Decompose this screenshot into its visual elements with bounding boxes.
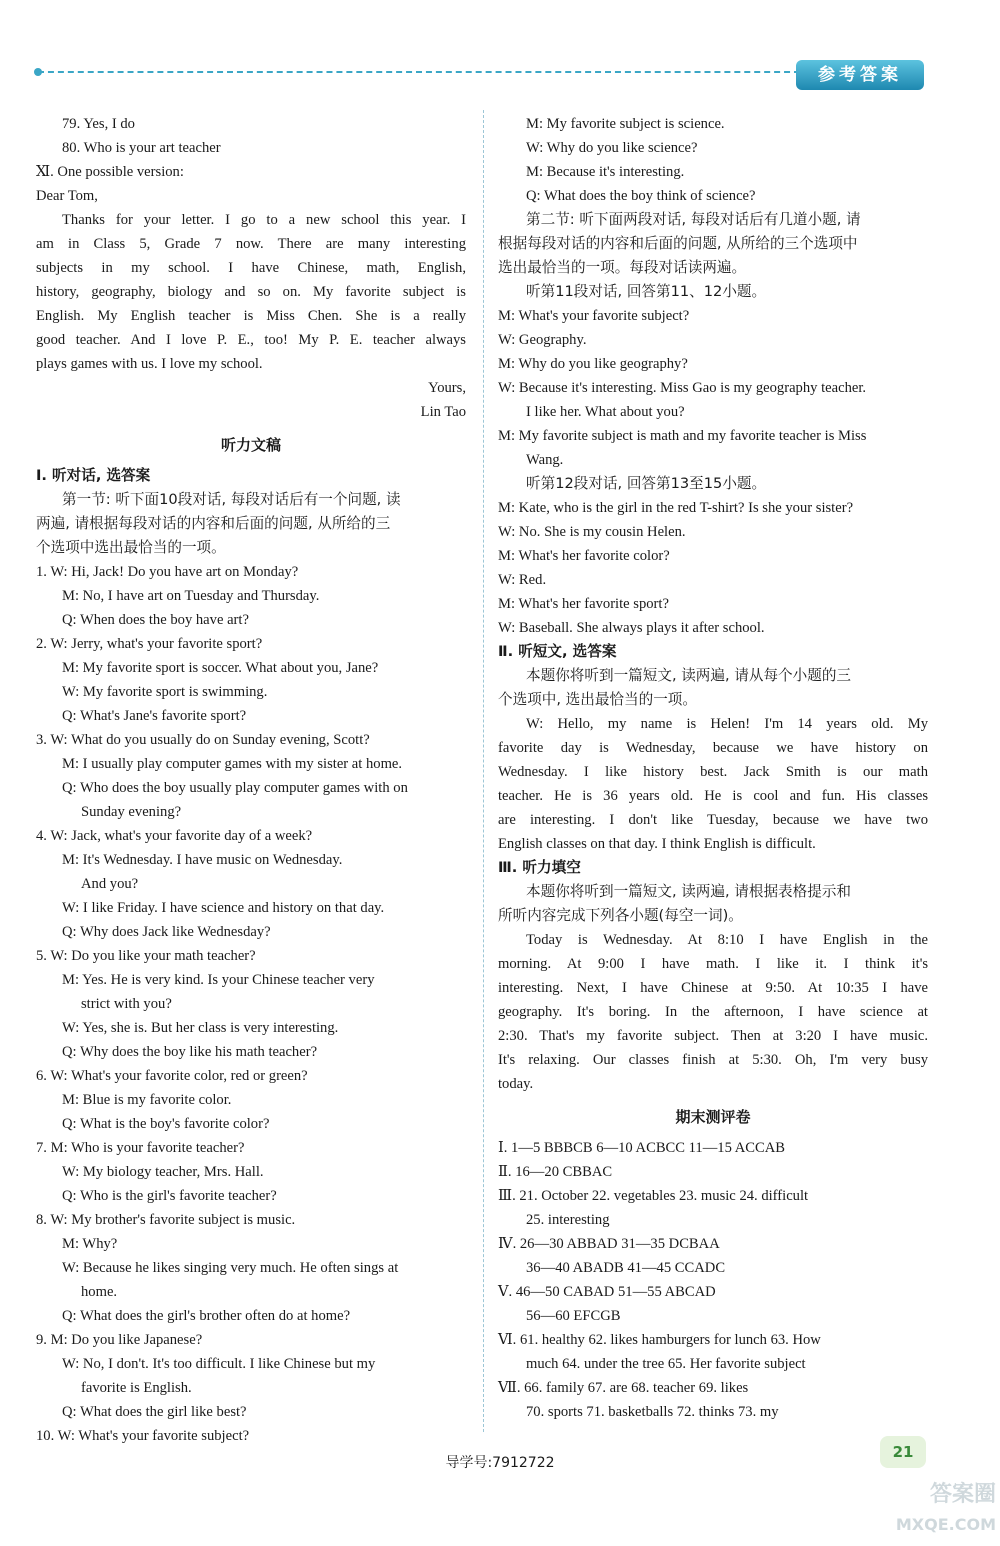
left-line: Q: What does the girl's brother often do at home? xyxy=(62,1308,351,1324)
left-line: Q: Why does the boy like his math teacher? xyxy=(62,1044,318,1060)
right-line: 2:30. That's my favorite subject. Then at 3:20 I have music. xyxy=(498,1028,928,1044)
right-line: M: My favorite subject is math and my favorite teacher is Miss xyxy=(498,428,867,444)
left-line: plays games with us. I love my school. xyxy=(36,356,263,372)
left-line: 79. Yes, I do xyxy=(62,116,135,132)
watermark-line-2: MXQE.COM xyxy=(895,1515,996,1534)
right-line: 25. interesting xyxy=(526,1212,610,1228)
right-line: Q: What does the boy think of science? xyxy=(526,188,756,204)
left-line: 2. W: Jerry, what's your favorite sport? xyxy=(36,636,263,652)
left-line: English. My English teacher is Miss Chen. She is a really xyxy=(36,308,466,324)
left-line: Q: What does the girl like best? xyxy=(62,1404,247,1420)
left-line: 第一节: 听下面10段对话, 每段对话后有一个问题, 读 xyxy=(62,491,401,508)
left-line: 1. W: Hi, Jack! Do you have art on Monday? xyxy=(36,564,299,580)
header-rule xyxy=(38,71,800,73)
right-line: M: What's her favorite sport? xyxy=(498,596,669,612)
left-line: Q: What is the boy's favorite color? xyxy=(62,1116,270,1132)
right-line: 听第12段对话, 回答第13至15小题。 xyxy=(526,475,767,492)
right-line: 所听内容完成下列各小题(每空一词)。 xyxy=(498,907,743,924)
right-line: Ⅱ. 听短文, 选答案 xyxy=(498,643,617,660)
right-line: 第二节: 听下面两段对话, 每段对话后有几道小题, 请 xyxy=(526,211,861,228)
right-line: much 64. under the tree 65. Her favorite subject xyxy=(526,1356,806,1372)
left-line: Q: Why does Jack like Wednesday? xyxy=(62,924,271,940)
right-line: 期末测评卷 xyxy=(675,1108,751,1126)
right-line: Today is Wednesday. At 8:10 I have English in the xyxy=(526,932,928,948)
right-line: W: Red. xyxy=(498,572,547,588)
right-line: M: Because it's interesting. xyxy=(526,164,685,180)
left-line: 6. W: What's your favorite color, red or green? xyxy=(36,1068,308,1084)
left-line: Ⅺ. One possible version: xyxy=(36,164,184,180)
right-line: M: What's your favorite subject? xyxy=(498,308,690,324)
right-line: Ⅰ. 1—5 BBBCB 6—10 ACBCC 11—15 ACCAB xyxy=(498,1140,786,1156)
left-line: home. xyxy=(81,1284,118,1300)
left-line: W: My biology teacher, Mrs. Hall. xyxy=(62,1164,264,1180)
left-line: W: Yes, she is. But her class is very interesting. xyxy=(62,1020,339,1036)
left-line: strict with you? xyxy=(81,996,172,1012)
left-line: And you? xyxy=(81,876,139,892)
page-number: 21 xyxy=(880,1436,926,1468)
left-line: 4. W: Jack, what's your favorite day of a week? xyxy=(36,828,313,844)
left-line: 听力文稿 xyxy=(220,436,281,454)
right-line: Ⅲ. 21. October 22. vegetables 23. music 24. difficult xyxy=(498,1188,809,1204)
left-line: M: Yes. He is very kind. Is your Chinese teacher very xyxy=(62,972,375,988)
left-line: 10. W: What's your favorite subject? xyxy=(36,1428,250,1444)
left-line: Thanks for your letter. I go to a new school this year. I xyxy=(62,212,466,228)
watermark-line-1: 答案圈 xyxy=(929,1482,996,1507)
left-line: history, geography, biology and so on. My favorite subject is xyxy=(36,284,466,300)
right-line: M: My favorite subject is science. xyxy=(526,116,725,132)
left-line: 7. M: Who is your favorite teacher? xyxy=(36,1140,245,1156)
left-line: Sunday evening? xyxy=(81,804,182,820)
column-divider xyxy=(483,110,484,1432)
left-line: Q: When does the boy have art? xyxy=(62,612,249,628)
guide-number: 导学号:7912722 xyxy=(445,1455,555,1471)
right-line: 本题你将听到一篇短文, 读两遍, 请从每个小题的三 xyxy=(526,667,852,684)
right-line: W: Baseball. She always plays it after school. xyxy=(498,620,765,636)
right-line: teacher. He is 36 years old. He is cool and fun. His classes xyxy=(498,788,928,804)
right-line: favorite day is Wednesday, because we have history on xyxy=(498,740,928,756)
left-line: M: It's Wednesday. I have music on Wednesday. xyxy=(62,852,343,868)
left-line: W: Because he likes singing very much. He often sings at xyxy=(62,1260,399,1276)
right-line: morning. At 9:00 I have math. I like it. I think it's xyxy=(498,956,928,972)
right-column xyxy=(498,112,928,1424)
left-line: W: I like Friday. I have science and history on that day. xyxy=(62,900,385,916)
right-line: English classes on that day. I think English is difficult. xyxy=(498,836,816,852)
right-line: Wednesday. I like history best. Jack Smith is our math xyxy=(498,764,928,780)
right-line: M: What's her favorite color? xyxy=(498,548,670,564)
left-line: Q: Who does the boy usually play computer games with on xyxy=(62,780,408,796)
right-line: Ⅱ. 16—20 CBBAC xyxy=(498,1164,613,1180)
left-line: 9. M: Do you like Japanese? xyxy=(36,1332,203,1348)
left-line: 3. W: What do you usually do on Sunday evening, Scott? xyxy=(36,732,370,748)
right-line: 本题你将听到一篇短文, 读两遍, 请根据表格提示和 xyxy=(526,883,852,900)
right-line: I like her. What about you? xyxy=(526,404,685,420)
right-line: 36—40 ABADB 41—45 CCADC xyxy=(526,1260,726,1276)
left-line: Q: What's Jane's favorite sport? xyxy=(62,708,247,724)
right-line: Ⅳ. 26—30 ABBAD 31—35 DCBAA xyxy=(498,1236,720,1252)
right-line: Ⅶ. 66. family 67. are 68. teacher 69. likes xyxy=(498,1380,749,1396)
left-line: favorite is English. xyxy=(81,1380,192,1396)
right-line: W: Because it's interesting. Miss Gao is my geography teacher. xyxy=(498,380,867,396)
right-line: Ⅵ. 61. healthy 62. likes hamburgers for lunch 63. How xyxy=(498,1332,821,1348)
left-line: M: My favorite sport is soccer. What about you, Jane? xyxy=(62,660,379,676)
right-line: geography. It's boring. In the afternoon, I have science at xyxy=(498,1004,928,1020)
left-line: Dear Tom, xyxy=(36,188,98,204)
left-line: 两遍, 请根据每段对话的内容和后面的问题, 从所给的三 xyxy=(36,515,391,532)
left-column xyxy=(36,112,466,1448)
left-line: Lin Tao xyxy=(420,404,466,420)
left-line: W: My favorite sport is swimming. xyxy=(62,684,268,700)
right-line: W: Hello, my name is Helen! I'm 14 years old. My xyxy=(526,716,928,732)
right-line: Ⅲ. 听力填空 xyxy=(498,859,581,876)
right-line: W: Why do you like science? xyxy=(526,140,698,156)
left-line: 5. W: Do you like your math teacher? xyxy=(36,948,256,964)
left-line: subjects in my school. I have Chinese, math, English, xyxy=(36,260,466,276)
right-line: It's relaxing. Our classes finish at 5:30. Oh, I'm very busy xyxy=(498,1052,928,1068)
watermark-logo xyxy=(890,1480,996,1542)
right-line: M: Why do you like geography? xyxy=(498,356,688,372)
left-line: M: Blue is my favorite color. xyxy=(62,1092,232,1108)
right-line: are interesting. I don't like Tuesday, because we have two xyxy=(498,812,928,828)
left-line: M: No, I have art on Tuesday and Thursday. xyxy=(62,588,320,604)
left-line: Q: Who is the girl's favorite teacher? xyxy=(62,1188,277,1204)
left-line: M: I usually play computer games with my sister at home. xyxy=(62,756,403,772)
right-line: 个选项中, 选出最恰当的一项。 xyxy=(498,691,697,708)
right-line: today. xyxy=(498,1076,534,1092)
right-line: M: Kate, who is the girl in the red T-shirt? Is she your sister? xyxy=(498,500,854,516)
right-line: 56—60 EFCGB xyxy=(526,1308,621,1324)
right-line: interesting. Next, I have Chinese at 9:50. At 10:35 I have xyxy=(498,980,928,996)
left-line: Yours, xyxy=(428,380,466,396)
left-line: 80. Who is your art teacher xyxy=(62,140,221,156)
left-line: Ⅰ. 听对话, 选答案 xyxy=(36,467,151,484)
left-line: good teacher. And I love P. E., too! My P. E. teacher always xyxy=(36,332,466,348)
left-line: W: No, I don't. It's too difficult. I like Chinese but my xyxy=(62,1356,376,1372)
right-line: 根据每段对话的内容和后面的问题, 从所给的三个选项中 xyxy=(498,235,858,252)
right-line: W: Geography. xyxy=(498,332,587,348)
right-line: W: No. She is my cousin Helen. xyxy=(498,524,686,540)
right-line: Wang. xyxy=(526,452,564,468)
right-line: Ⅴ. 46—50 CABAD 51—55 ABCAD xyxy=(498,1284,716,1300)
left-line: M: Why? xyxy=(62,1236,118,1252)
left-line: 个选项中选出最恰当的一项。 xyxy=(36,539,226,556)
left-line: am in Class 5, Grade 7 now. There are many interesting xyxy=(36,236,466,252)
right-line: 70. sports 71. basketballs 72. thinks 73. my xyxy=(526,1404,779,1420)
left-line: 8. W: My brother's favorite subject is music. xyxy=(36,1212,296,1228)
right-line: 听第11段对话, 回答第11、12小题。 xyxy=(526,283,767,300)
answer-key-tab: 参考答案 xyxy=(796,60,924,90)
right-line: 选出最恰当的一项。每段对话读两遍。 xyxy=(498,259,747,276)
